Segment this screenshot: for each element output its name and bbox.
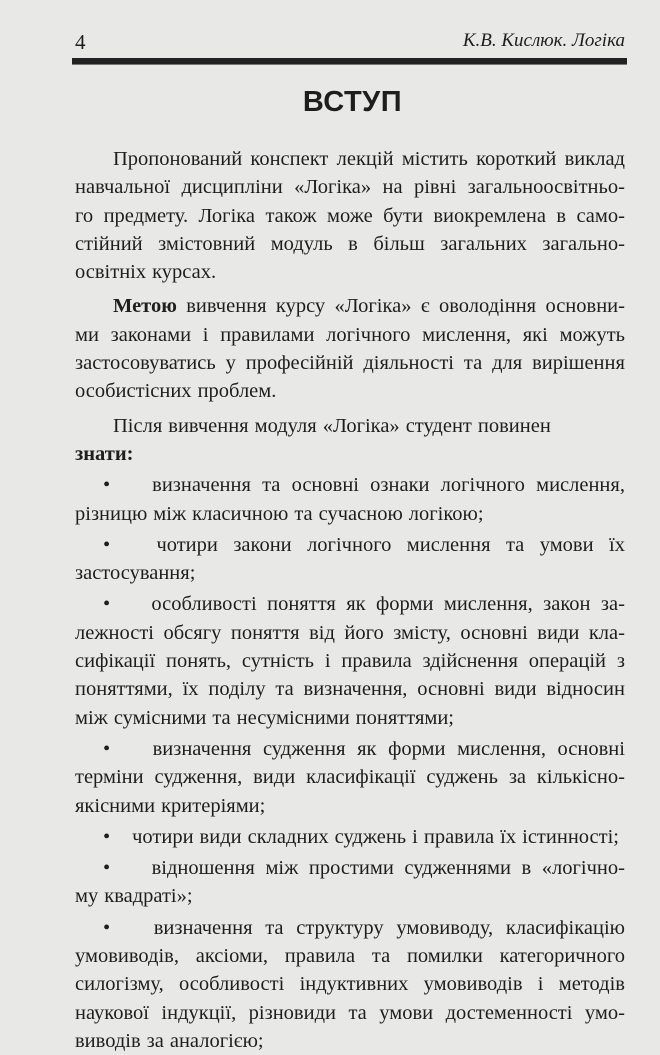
word: студент xyxy=(405,414,472,437)
word: ми xyxy=(75,323,99,346)
word: застосовуватись xyxy=(75,352,216,375)
text-line xyxy=(75,412,625,440)
word: основні xyxy=(291,474,359,497)
bullet-icon: • xyxy=(103,593,111,616)
word: простими xyxy=(308,857,394,880)
word: мислення, xyxy=(443,593,533,616)
word: помилки xyxy=(406,945,483,968)
word: вирішення xyxy=(532,352,625,375)
word: логічного xyxy=(326,323,411,346)
word: та xyxy=(262,474,281,497)
word: умовиводу, xyxy=(396,916,494,939)
word: і xyxy=(324,650,331,673)
word: його xyxy=(344,621,384,644)
word: види xyxy=(253,766,296,789)
word: умови xyxy=(539,533,594,556)
word: особистісних xyxy=(75,380,192,403)
word: «Логіка» xyxy=(334,295,412,318)
text-line xyxy=(75,792,625,820)
word: Пропонований xyxy=(113,148,243,170)
word: логічного xyxy=(307,533,392,556)
word: сумісними xyxy=(113,706,207,729)
word: між xyxy=(153,502,187,525)
word: складних xyxy=(247,825,329,848)
text-line xyxy=(75,999,625,1027)
word: поняттями, xyxy=(75,678,173,701)
word: судження xyxy=(262,737,346,760)
word: основні xyxy=(417,678,485,701)
word: правила xyxy=(284,945,356,968)
running-title: К.В. Кислюк. Логіка xyxy=(462,30,625,51)
word: загальних xyxy=(440,232,527,255)
word: «логічно- xyxy=(541,857,625,880)
word: у xyxy=(225,352,236,375)
word: короткий xyxy=(476,148,557,170)
word: судженнями xyxy=(404,857,511,880)
bullet-item xyxy=(75,471,625,528)
chapter-title: ВСТУП xyxy=(302,86,403,118)
text-line xyxy=(75,230,625,258)
word: істинності; xyxy=(522,825,619,848)
text-line xyxy=(75,292,625,320)
word: умовиводів xyxy=(423,973,523,996)
word: між xyxy=(265,857,299,880)
word: курсу xyxy=(275,295,326,318)
text-line xyxy=(75,349,625,377)
word: виводів xyxy=(75,1029,141,1052)
text-line xyxy=(75,590,625,618)
text-line xyxy=(75,531,625,559)
word: різницю xyxy=(75,502,148,525)
word: містить xyxy=(401,148,468,170)
word: сутність xyxy=(241,650,315,673)
text-line xyxy=(75,202,625,230)
bullet-item xyxy=(75,531,625,588)
word: логічного xyxy=(440,474,525,497)
word: модуль xyxy=(270,232,333,255)
word: від xyxy=(309,621,335,644)
word: несумісними xyxy=(236,706,350,729)
word: поняття xyxy=(230,621,300,644)
word: види xyxy=(494,678,537,701)
bullet-icon: • xyxy=(103,857,111,880)
word: поняття xyxy=(267,593,336,616)
word: та xyxy=(212,706,231,729)
word: вивчення xyxy=(168,414,249,437)
word: проблем. xyxy=(197,380,277,403)
text-line xyxy=(75,914,625,942)
word: змісту, xyxy=(393,621,451,644)
word: чотири xyxy=(156,533,218,556)
word: індукції, xyxy=(161,1001,237,1024)
word: лекцій xyxy=(336,148,394,170)
bullet-item xyxy=(75,735,625,820)
text-line xyxy=(75,704,625,732)
word: їх xyxy=(182,678,199,701)
word: лежності xyxy=(75,621,154,644)
word: структуру xyxy=(296,916,384,939)
text-line xyxy=(75,942,625,970)
word: та xyxy=(275,678,294,701)
text-line xyxy=(75,882,625,910)
word: види xyxy=(199,825,242,848)
bullet-item xyxy=(75,590,625,731)
word: більш xyxy=(373,232,425,255)
word: для xyxy=(492,352,523,375)
word: змістовний xyxy=(158,232,256,255)
header-rule xyxy=(72,58,627,65)
word: визначення, xyxy=(303,678,408,701)
word: Після xyxy=(113,414,163,437)
word: повинен xyxy=(477,414,551,437)
text-line xyxy=(75,763,625,791)
word: які xyxy=(522,323,548,346)
bullet-icon: • xyxy=(103,737,111,760)
word: професійній xyxy=(245,352,354,375)
paragraph xyxy=(75,412,625,440)
word: визначення xyxy=(153,916,253,939)
word: терміни xyxy=(75,766,144,789)
page-header xyxy=(75,30,625,56)
text-line xyxy=(75,145,625,173)
text-line xyxy=(75,735,625,763)
text-line xyxy=(75,854,625,882)
word: операцій xyxy=(528,650,607,673)
word: за xyxy=(508,766,527,789)
word: законами xyxy=(110,323,192,346)
word: та xyxy=(294,502,313,525)
word: визначення xyxy=(152,737,252,760)
bullet-item xyxy=(75,914,625,1055)
word: за xyxy=(146,1029,164,1052)
word: відношення xyxy=(151,857,255,880)
text-line xyxy=(75,647,625,675)
word: закон xyxy=(543,593,591,616)
word: умовиводів, xyxy=(75,945,179,968)
word: му xyxy=(75,885,99,908)
text-line xyxy=(75,500,625,528)
word: основні xyxy=(460,621,528,644)
word: сучасною xyxy=(318,502,403,525)
word: го xyxy=(75,204,94,227)
word: закони xyxy=(233,533,292,556)
word: методів xyxy=(558,973,625,996)
word: їх xyxy=(500,825,517,848)
word: форми xyxy=(388,737,446,760)
word: особливості xyxy=(179,973,285,996)
text-line xyxy=(75,675,625,703)
text-line xyxy=(75,377,625,405)
word: стійний xyxy=(75,232,143,255)
word: мислення, xyxy=(422,323,512,346)
word: в xyxy=(348,232,358,255)
word: в xyxy=(521,857,532,880)
word: поняттями; xyxy=(355,706,455,729)
word: навчальної xyxy=(75,176,171,199)
word: можуть xyxy=(559,323,625,346)
word: квадраті»; xyxy=(104,885,193,908)
word: суджень xyxy=(426,766,498,789)
word: визначення xyxy=(152,474,251,497)
word: основни- xyxy=(545,295,625,318)
word: виклад xyxy=(564,148,625,170)
word: класифікацію xyxy=(505,916,625,939)
word: «Логіка» xyxy=(294,176,372,199)
text-line xyxy=(75,1027,625,1055)
word: бути xyxy=(383,204,423,227)
word: обсягу xyxy=(163,621,222,644)
word: модуля xyxy=(254,414,317,437)
word: правила xyxy=(341,650,412,673)
word: кількісно- xyxy=(536,766,625,789)
word: виокремлена xyxy=(433,204,546,227)
bullet-icon: • xyxy=(103,916,111,939)
word: за- xyxy=(600,593,625,616)
word: сифікації xyxy=(75,650,156,673)
word: мислення xyxy=(406,533,491,556)
bold-term: Метою xyxy=(113,295,177,318)
word: логікою; xyxy=(408,502,484,525)
word: умови xyxy=(379,1001,434,1024)
word: форми xyxy=(376,593,434,616)
word: конспект xyxy=(250,148,329,170)
word: класифікації xyxy=(306,766,416,789)
word: застосування; xyxy=(75,562,196,585)
word: аксіоми, xyxy=(195,945,269,968)
text-line xyxy=(75,619,625,647)
text-line xyxy=(75,321,625,349)
word: категоричного xyxy=(499,945,625,968)
bullet-icon: • xyxy=(103,474,111,497)
bullet-item xyxy=(75,854,625,911)
word: судження, xyxy=(154,766,243,789)
word: на xyxy=(382,176,403,199)
word: дисципліни xyxy=(181,176,283,199)
word: види xyxy=(537,621,580,644)
word: предмету. xyxy=(103,204,189,227)
word: різновиди xyxy=(248,1001,336,1024)
bullet-icon: • xyxy=(103,533,111,556)
word: їх xyxy=(609,533,625,556)
word: освітніх xyxy=(75,261,147,284)
word: критеріями; xyxy=(161,794,266,817)
text-line xyxy=(75,258,625,286)
page-number: 4 xyxy=(75,30,86,54)
bullet-item xyxy=(75,823,625,851)
word: загальноосвітньо- xyxy=(467,176,625,199)
paragraph xyxy=(75,145,625,286)
word: курсах. xyxy=(152,261,217,284)
word: кла- xyxy=(588,621,625,644)
word: мислення, xyxy=(457,737,546,760)
word: поділу xyxy=(208,678,266,701)
word: також xyxy=(265,204,317,227)
text-line xyxy=(75,440,625,468)
word: індуктивних xyxy=(299,973,409,996)
word: умо- xyxy=(584,1001,625,1024)
word: та xyxy=(348,1001,367,1024)
word: загально- xyxy=(542,232,625,255)
word: вивчення xyxy=(186,295,267,318)
word: «Логіка» xyxy=(322,414,400,437)
text-line xyxy=(75,823,625,851)
word: мислення, xyxy=(536,474,625,497)
word: між xyxy=(75,706,108,729)
bold-term: знати: xyxy=(75,442,134,465)
word: само- xyxy=(576,204,625,227)
page-body xyxy=(75,145,625,1055)
text-line xyxy=(75,471,625,499)
paragraph xyxy=(75,292,625,405)
word: класичною xyxy=(192,502,289,525)
word: правилами xyxy=(220,323,315,346)
word: і xyxy=(412,825,418,848)
word: оволодіння xyxy=(438,295,537,318)
word: і xyxy=(202,323,209,346)
word: діяльності xyxy=(363,352,454,375)
word: основні xyxy=(557,737,625,760)
word: та xyxy=(265,916,284,939)
word: рівні xyxy=(413,176,457,199)
word: особливості xyxy=(151,593,257,616)
word: може xyxy=(326,204,373,227)
word: правила xyxy=(423,825,495,848)
word: чотири xyxy=(132,825,194,848)
word: суджень xyxy=(334,825,407,848)
bullet-icon: • xyxy=(103,825,111,848)
word: понять, xyxy=(166,650,232,673)
word: якісними xyxy=(75,794,156,817)
word: є xyxy=(420,295,430,318)
text-line xyxy=(75,559,625,587)
word: аналогією; xyxy=(169,1029,264,1052)
word: достеменності xyxy=(445,1001,573,1024)
word: здійснення xyxy=(422,650,518,673)
word: як xyxy=(346,593,366,616)
word: відносин xyxy=(546,678,625,701)
word: як xyxy=(357,737,377,760)
word: ознаки xyxy=(370,474,430,497)
text-line xyxy=(75,970,625,998)
word: і xyxy=(537,973,544,996)
word: та xyxy=(463,352,483,375)
word: та xyxy=(505,533,525,556)
word: та xyxy=(371,945,391,968)
word: з xyxy=(616,650,625,673)
word: наукової xyxy=(75,1001,149,1024)
text-line xyxy=(75,173,625,201)
word: в xyxy=(556,204,567,227)
paragraph xyxy=(75,440,625,468)
word: силогізму, xyxy=(75,973,164,996)
word: Логіка xyxy=(198,204,256,227)
